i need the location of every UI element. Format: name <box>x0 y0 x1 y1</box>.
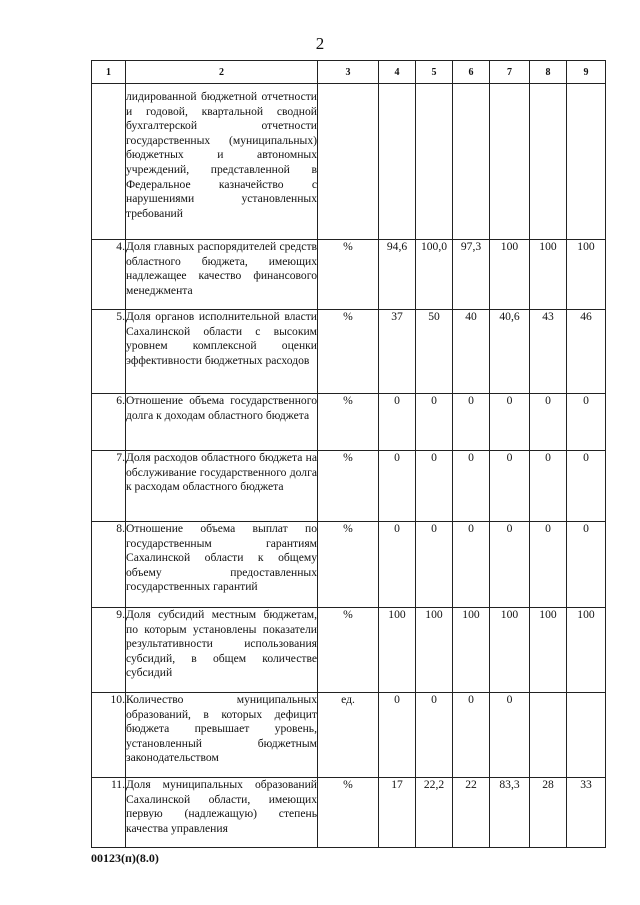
value-cell: 100 <box>530 608 567 693</box>
row-number: 8. <box>92 522 126 608</box>
table-row <box>92 84 606 240</box>
value-cell: 100 <box>453 608 490 693</box>
value-cell <box>530 693 567 778</box>
indicator-description: Доля субсидий местным бюджетам, по которым установлены показатели результативности использования субсидий, в общем количестве субсидий <box>126 608 318 693</box>
value-cell: 50 <box>416 310 453 394</box>
table-row <box>92 240 606 310</box>
value-cell: 17 <box>379 778 416 848</box>
value-cell: 100 <box>530 240 567 310</box>
value-cell: 22,2 <box>416 778 453 848</box>
unit-cell: % <box>318 451 379 522</box>
unit-cell: % <box>318 394 379 451</box>
value-cell: 100 <box>416 608 453 693</box>
column-header: 2 <box>126 61 318 84</box>
table-row <box>92 394 606 451</box>
value-cell: 40,6 <box>490 310 530 394</box>
value-cell: 28 <box>530 778 567 848</box>
row-number: 4. <box>92 240 126 310</box>
indicator-description: Доля органов исполнительной власти Сахалинской области с высоким уровнем комплексной оценки эффективности бюджетных расходов <box>126 310 318 394</box>
column-header: 5 <box>416 61 453 84</box>
value-cell: 100 <box>567 240 606 310</box>
value-cell: 0 <box>453 693 490 778</box>
value-cell: 0 <box>416 451 453 522</box>
value-cell: 33 <box>567 778 606 848</box>
value-cell: 94,6 <box>379 240 416 310</box>
value-cell <box>567 693 606 778</box>
value-cell: 0 <box>379 522 416 608</box>
value-cell: 46 <box>567 310 606 394</box>
value-cell: 0 <box>530 451 567 522</box>
value-cell: 0 <box>567 451 606 522</box>
value-cell: 100 <box>567 608 606 693</box>
table-row <box>92 522 606 608</box>
indicator-description: лидированной бюджетной отчетности и годовой, квартальной сводной бухгалтерской отчетности государственных (муниципальных) бюджетных и автономных учреждений, представленной в Федеральное казначейство с нарушениями установленных требований <box>126 84 318 240</box>
value-cell: 100 <box>490 240 530 310</box>
value-cell <box>453 84 490 240</box>
row-number: 9. <box>92 608 126 693</box>
value-cell: 0 <box>490 522 530 608</box>
value-cell: 0 <box>379 394 416 451</box>
value-cell: 0 <box>453 394 490 451</box>
row-number: 10. <box>92 693 126 778</box>
column-header: 8 <box>530 61 567 84</box>
value-cell: 83,3 <box>490 778 530 848</box>
value-cell: 40 <box>453 310 490 394</box>
value-cell: 100 <box>379 608 416 693</box>
value-cell: 0 <box>453 451 490 522</box>
value-cell: 0 <box>567 522 606 608</box>
column-header: 4 <box>379 61 416 84</box>
unit-cell: % <box>318 778 379 848</box>
indicator-description: Доля муниципальных образований Сахалинской области, имеющих первую (надлежащую) степень качества управления <box>126 778 318 848</box>
table-row <box>92 778 606 848</box>
value-cell <box>379 84 416 240</box>
indicator-description: Количество муниципальных образований, в которых дефицит бюджета превышает уровень, установленный бюджетным законодательством <box>126 693 318 778</box>
unit-cell: % <box>318 310 379 394</box>
value-cell: 0 <box>530 394 567 451</box>
unit-cell <box>318 84 379 240</box>
column-header: 9 <box>567 61 606 84</box>
value-cell <box>490 84 530 240</box>
value-cell: 37 <box>379 310 416 394</box>
column-header: 6 <box>453 61 490 84</box>
indicators-table <box>91 60 606 848</box>
unit-cell: % <box>318 522 379 608</box>
value-cell <box>416 84 453 240</box>
value-cell: 0 <box>416 522 453 608</box>
row-number: 5. <box>92 310 126 394</box>
value-cell: 0 <box>567 394 606 451</box>
value-cell: 100 <box>490 608 530 693</box>
table-row <box>92 310 606 394</box>
value-cell: 0 <box>490 693 530 778</box>
table-row <box>92 451 606 522</box>
indicator-description: Доля расходов областного бюджета на обслуживание государственного долга к расходам областного бюджета <box>126 451 318 522</box>
value-cell: 0 <box>490 451 530 522</box>
unit-cell: % <box>318 608 379 693</box>
value-cell: 22 <box>453 778 490 848</box>
row-number <box>92 84 126 240</box>
value-cell: 0 <box>379 451 416 522</box>
row-number: 11. <box>92 778 126 848</box>
column-number-row <box>92 61 606 84</box>
page-number: 2 <box>315 34 325 53</box>
value-cell <box>530 84 567 240</box>
value-cell: 0 <box>490 394 530 451</box>
value-cell: 0 <box>453 522 490 608</box>
table-row <box>92 693 606 778</box>
indicator-description: Доля главных распорядителей средств областного бюджета, имеющих надлежащее качество финансового менеджмента <box>126 240 318 310</box>
value-cell: 0 <box>416 693 453 778</box>
column-header: 7 <box>490 61 530 84</box>
value-cell <box>567 84 606 240</box>
document-code: 00123(п)(8.0) <box>91 851 159 865</box>
row-number: 7. <box>92 451 126 522</box>
value-cell: 0 <box>530 522 567 608</box>
unit-cell: ед. <box>318 693 379 778</box>
value-cell: 97,3 <box>453 240 490 310</box>
table-row <box>92 608 606 693</box>
indicator-description: Отношение объема выплат по государственным гарантиям Сахалинской области к общему объему предоставленных государственных гарантий <box>126 522 318 608</box>
column-header: 3 <box>318 61 379 84</box>
row-number: 6. <box>92 394 126 451</box>
value-cell: 0 <box>416 394 453 451</box>
indicator-description: Отношение объема государственного долга к доходам областного бюджета <box>126 394 318 451</box>
unit-cell: % <box>318 240 379 310</box>
value-cell: 100,0 <box>416 240 453 310</box>
value-cell: 43 <box>530 310 567 394</box>
column-header: 1 <box>92 61 126 84</box>
value-cell: 0 <box>379 693 416 778</box>
